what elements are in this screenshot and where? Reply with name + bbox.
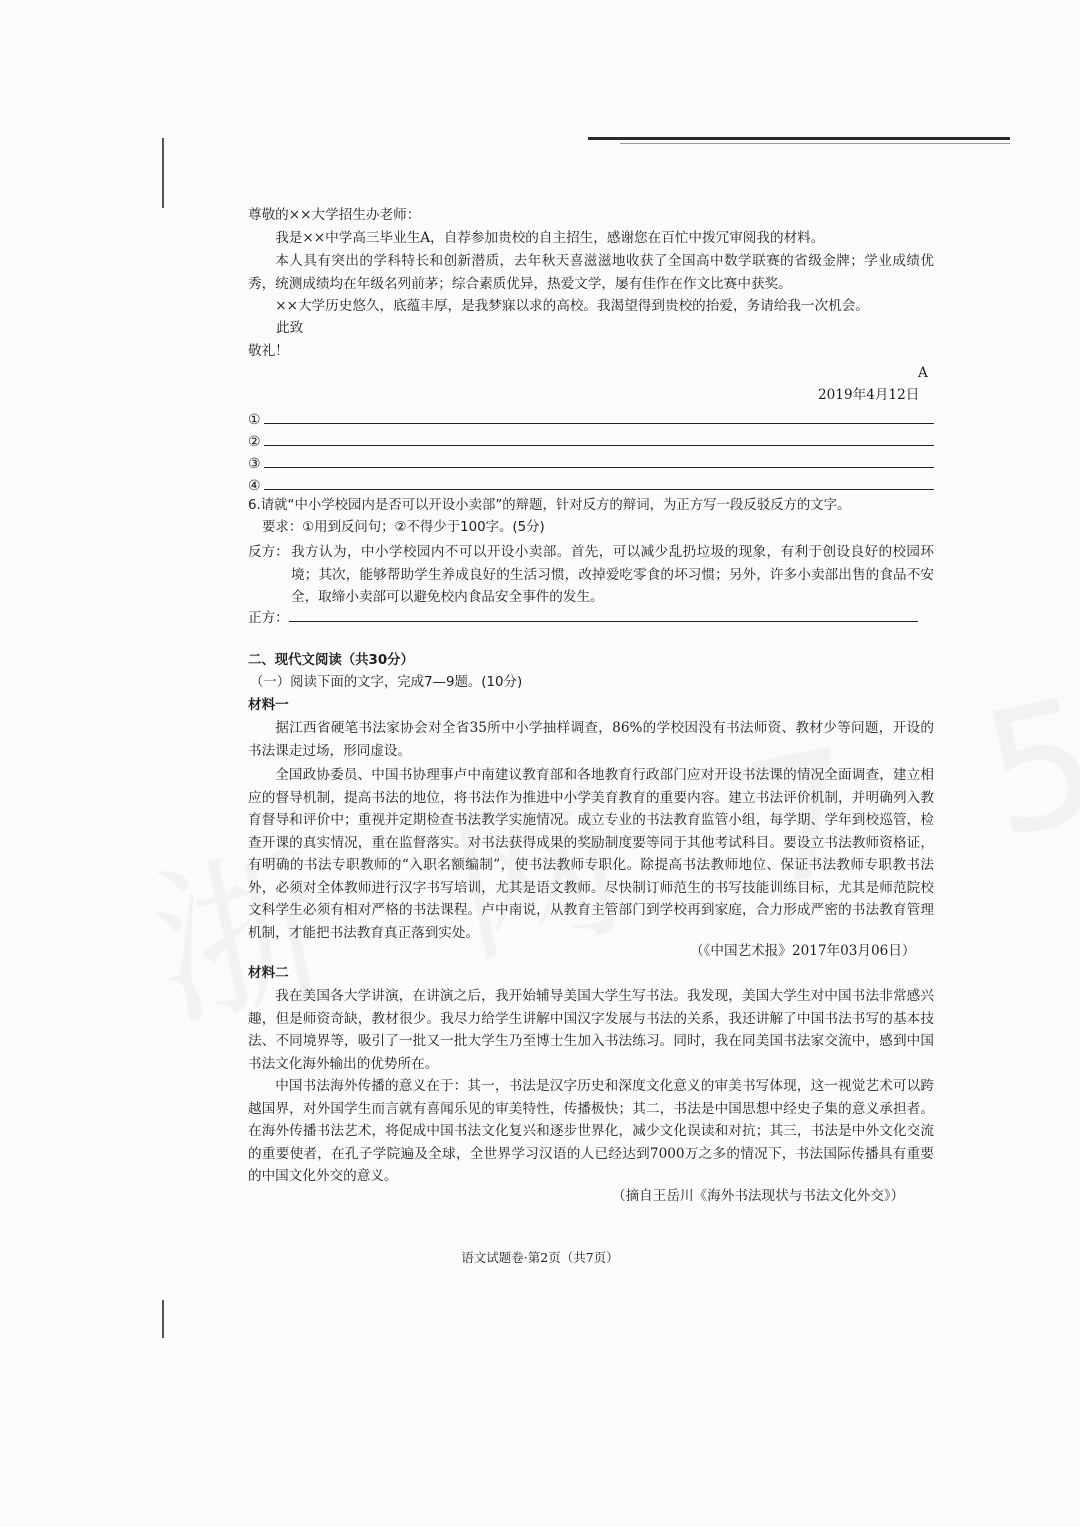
blank-number: ③ xyxy=(248,456,261,472)
page-footer: 语文试题卷·第2页（共7页） xyxy=(461,1250,619,1265)
material2-title: 材料二 xyxy=(248,965,289,981)
material2-para2: 中国书法海外传播的意义在于：其一，书法是汉字历史和深度文化意义的审美书写体现，这一视觉艺术可以跨越国界，对外国学生而言就有喜闻乐见的审美特性，传播极快；其二，书法是中国思想中经史子集的意义承担者。在海外传播书法艺术，将促成中国书法文化复兴和逐步世界化，减少文化误读和对抗；其三，书法是中外文化交流的重要使者，在孔子学院遍及全球，全世界学习汉语的人已经达到7000万之多的情况下，书法国际传播具有重要的中国文化外交的意义。 xyxy=(248,1078,934,1184)
answer-blank-4[interactable] xyxy=(248,472,934,494)
material2-source: （摘自王岳川《海外书法现状与书法文化外交》） xyxy=(612,1188,905,1204)
q6-fanfang-text: 我方认为，中小学校园内不可以开设小卖部。首先，可以减少乱扔垃圾的现象，有利于创设良好的校园环境；其次，能够帮助学生养成良好的生活习惯，改掉爱吃零食的坏习惯；另外，许多小卖部出售的食品不安全，取缔小卖部可以避免校内食品安全事件的发生。 xyxy=(291,544,934,605)
q6-requirement: 要求：①用到反问句；②不得少于100字。(5分) xyxy=(262,520,545,535)
answer-blank-1[interactable] xyxy=(248,406,934,428)
answer-blank-3[interactable] xyxy=(248,450,934,472)
section2-subheading: （一）阅读下面的文字，完成7—9题。(10分) xyxy=(250,675,523,690)
section2-heading: 二、现代文阅读（共30分） xyxy=(248,653,414,668)
material2-para1: 我在美国各大学讲演，在讲演之后，我开始辅导美国大学生写书法。我发现，美国大学生对中国书法非常感兴趣，但是师资奇缺，教材很少。我尽力给学生讲解中国汉字发展与书法的关系，我还讲解了中国书法书写的基本技法、不同境界等，吸引了一批又一批大学生乃至博士生加入书法练习。同时，我在同美国书法家交流中，感到中国书法文化海外输出的优势所在。 xyxy=(248,988,934,1072)
q6-zhengfang-label: 正方： xyxy=(248,610,289,626)
material1-title: 材料一 xyxy=(248,697,289,713)
q6-zhengfang-answer[interactable] xyxy=(248,604,918,626)
blank-number: ② xyxy=(248,434,261,450)
material1-source: （《中国艺术报》2017年03月06日） xyxy=(690,943,916,959)
answer-blank-2[interactable] xyxy=(248,428,934,450)
letter-salutation: 尊敬的××大学招生办老师： xyxy=(248,207,421,223)
scan-rule-top-thin xyxy=(620,143,1010,144)
letter-para2: 本人具有突出的学科特长和创新潜质，去年秋天喜滋滋地收获了全国高中数学联赛的省级金牌；学业成绩优秀，统测成绩均在年级名列前茅；综合素质优异，热爱文学，屡有佳作在作文比赛中获奖。 xyxy=(248,253,934,292)
letter-para1: 我是××中学高三毕业生A，自荐参加贵校的自主招生，感谢您在百忙中拨冗审阅我的材料。 xyxy=(275,230,825,246)
margin-mark-bottom xyxy=(162,1300,164,1338)
letter-closing2: 敬礼！ xyxy=(248,343,289,359)
blank-number: ④ xyxy=(248,478,261,494)
q6-prompt: 6.请就“中小学校园内是否可以开设小卖部”的辩题，针对反方的辩词，为正方写一段反驳反方的文字。 xyxy=(248,498,851,513)
blank-number: ① xyxy=(248,412,261,428)
letter-signature: A xyxy=(918,365,928,381)
letter-date: 2019年4月12日 xyxy=(818,387,920,403)
letter-para3: ××大学历史悠久，底蕴丰厚，是我梦寐以求的高校。我渴望得到贵校的抬爱，务请给我一次机会。 xyxy=(275,298,869,314)
letter-closing1: 此致 xyxy=(276,320,304,336)
material1-para1: 据江西省硬笔书法家协会对全省35所中小学抽样调查，86%的学校因没有书法师资、教材少等问题，开设的书法课走过场，形同虚设。 xyxy=(248,720,934,759)
scan-rule-top xyxy=(588,137,1010,140)
q6-fanfang-label: 反方： xyxy=(248,544,289,560)
margin-mark-top xyxy=(162,138,164,208)
material1-para2: 全国政协委员、中国书协理事卢中南建议教育部和各地教育行政部门应对开设书法课的情况全面调查，建立相应的督导机制，提高书法的地位，将书法作为推进中小学美育教育的重要内容。建立书法评价机制，并明确列入教育督导和评价中；重视并定期检查书法教学实施情况。成立专业的书法教育监管小组，每学期、学年到校巡管，检查开课的真实情况，重在监督落实。对书法获得成果的奖励制度要等同于其他考试科目。要设立书法教师资格证，有明确的书法专职教师的“入职名额编制”，使书法教师专职化。除提高书法教师地位、保证书法教师专职教书法外，必须对全体教师进行汉字书写培训，尤其是语文教师。尽快制订师范生的书写技能训练目标，尤其是师范院校文科学生必须有相对严格的书法课程。卢中南说，从教育主管部门到学校再到家庭，合力形成严密的书法教育管理机制，才能把书法教育真正落到实处。 xyxy=(248,767,934,941)
